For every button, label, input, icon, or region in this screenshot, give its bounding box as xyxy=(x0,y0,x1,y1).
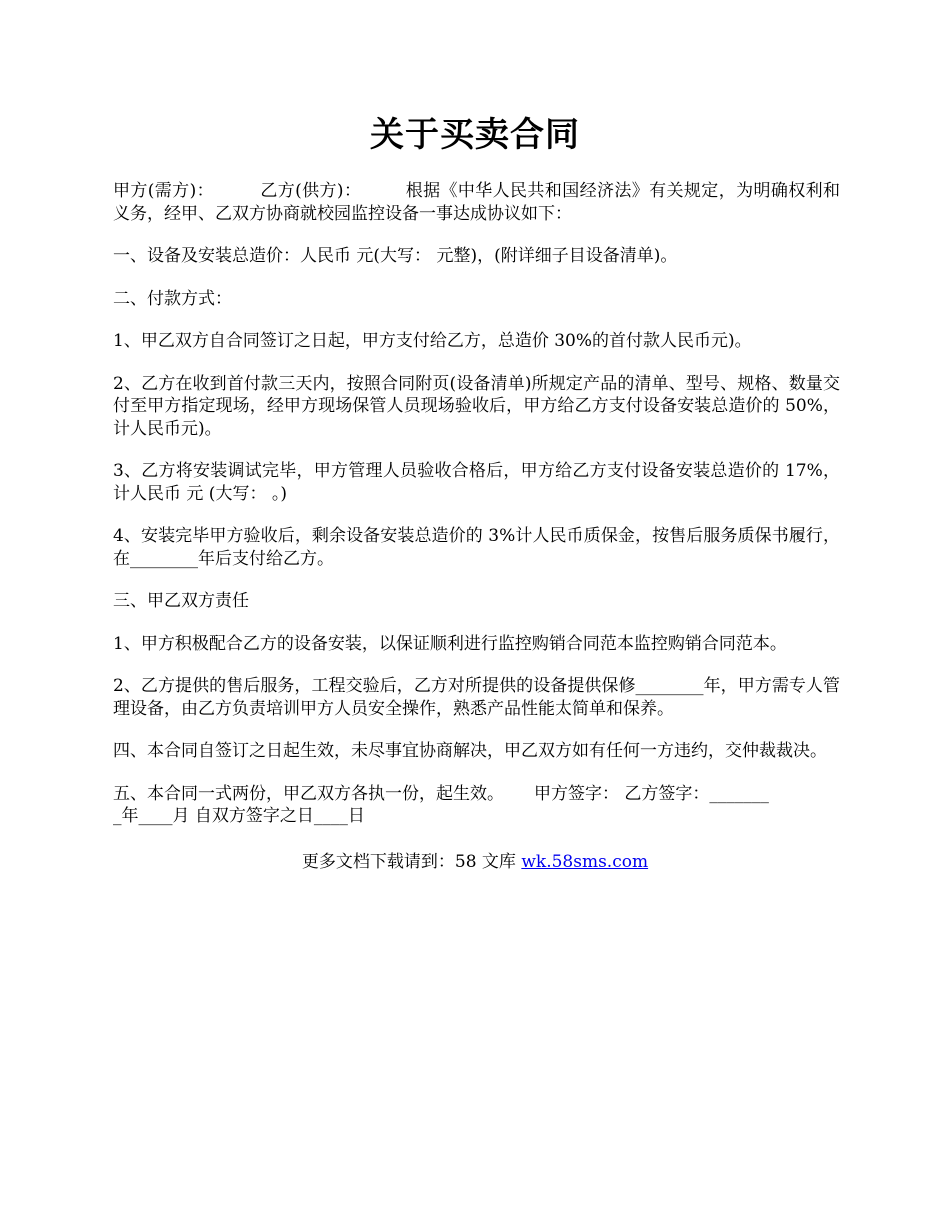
document-title: 关于买卖合同 xyxy=(370,115,580,155)
payment-item-1: 1、甲乙双方自合同签订之日起，甲方支付给乙方，总造价 30%的首付款人民币元)。 xyxy=(113,331,752,351)
clause-2-heading: 二、付款方式： xyxy=(113,288,232,309)
responsibility-item-2: 2、乙方提供的售后服务，工程交验后，乙方对所提供的设备提供保修________年，甲方需专人管理设备，由乙方负责培训甲方人员安全操作，熟悉产品性能太简单和保养。 xyxy=(113,676,840,719)
closing-text: 五、本合同一式两份，甲乙双方各执一份，起生效。 xyxy=(113,783,504,804)
party-b-label: 乙方(供方)： xyxy=(259,181,362,201)
footer xyxy=(0,851,950,873)
party-a-signature: 甲方签字： xyxy=(534,783,619,804)
footer-link[interactable]: wk.58sms.com xyxy=(521,852,649,872)
clause-5-signature xyxy=(113,783,840,828)
clause-3-heading: 三、甲乙双方责任 xyxy=(113,591,249,611)
clause-4: 四、本合同自签订之日起生效，未尽事宜协商解决，甲乙双方如有任何一方违约，交仲裁裁决。 xyxy=(113,741,827,761)
intro-text: 根据《中华人民共和国经济法》有关规定，为明确权利和义务，经甲、乙双方协商就校园监控设备一事达成协议如下： xyxy=(113,181,841,224)
party-b-signature: 乙方签字：_______ xyxy=(624,783,769,804)
payment-item-3: 3、乙方将安装调试完毕，甲方管理人员验收合格后，甲方给乙方支付设备安装总造价的 17%，计人民币 元 (大写： 。) xyxy=(113,461,840,504)
intro-paragraph xyxy=(113,180,840,225)
payment-item-4: 4、安装完毕甲方验收后，剩余设备安装总造价的 3%计人民币质保金，按售后服务质保书履行，在________年后支付给乙方。 xyxy=(113,526,840,569)
footer-prefix: 更多文档下载请到：58 文库 xyxy=(301,852,522,872)
party-a-label: 甲方(需方)： xyxy=(113,181,214,201)
responsibility-item-1: 1、甲方积极配合乙方的设备安装，以保证顺利进行监控购销合同范本监控购销合同范本。 xyxy=(113,633,787,654)
signature-date-line: _年____月 自双方签字之日____日 xyxy=(113,806,365,826)
clause-1-price: 一、设备及安装总造价：人民币 元(大写： 元整)，(附详细子目设备清单)。 xyxy=(113,246,678,266)
payment-item-2: 2、乙方在收到首付款三天内，按照合同附页(设备清单)所规定产品的清单、型号、规格、数量交付至甲方指定现场，经甲方现场保管人员现场验收后，甲方给乙方支付设备安装总造价的 50%，计人民币元)。 xyxy=(113,373,840,439)
document-body xyxy=(113,180,840,848)
